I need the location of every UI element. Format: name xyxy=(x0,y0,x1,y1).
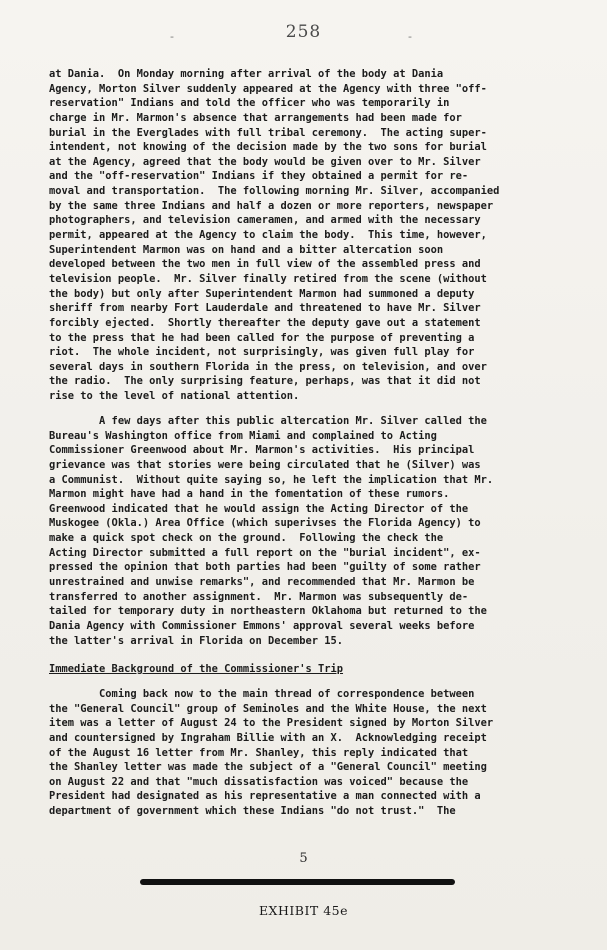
text-line: charge in Mr. Marmon's absence that arrangements had been made for xyxy=(49,111,462,124)
footer-rule xyxy=(140,879,455,885)
text-line: pressed the opinion that both parties had been "guilty of some rather xyxy=(49,561,481,574)
paragraph-washington-complaint xyxy=(49,414,569,648)
text-line: of the August 16 letter from Mr. Shanley, this reply indicated that xyxy=(49,746,469,759)
exhibit-label: EXHIBIT 45e xyxy=(258,903,349,918)
text-line: Muskogee (Okla.) Area Office (which superivses the Florida Agency) to xyxy=(49,517,481,530)
text-line: to the press that he had been called for the purpose of preventing a xyxy=(49,331,475,344)
text-line: reservation" Indians and told the officer who was temporarily in xyxy=(49,97,450,110)
text-line: Commissioner Greenwood about Mr. Marmon's activities. His principal xyxy=(49,444,475,457)
text-line: and the "off-reservation" Indians if they obtained a permit for re- xyxy=(49,170,469,183)
margin-mark-left: - xyxy=(170,30,174,43)
text-line: the body) but only after Superintendent Marmon had summoned a deputy xyxy=(49,287,475,300)
text-line: Dania Agency with Commissioner Emmons' approval several weeks before xyxy=(49,619,475,632)
text-line: sheriff from nearby Fort Lauderdale and threatened to have Mr. Silver xyxy=(49,302,481,315)
paragraph-correspondence xyxy=(49,687,569,819)
text-line: Bureau's Washington office from Miami and complained to Acting xyxy=(49,429,437,442)
text-line: Coming back now to the main thread of correspondence between xyxy=(49,688,475,700)
text-line: by the same three Indians and half a dozen or more reporters, newspaper xyxy=(49,199,494,212)
text-line: A few days after this public altercation Mr. Silver called the xyxy=(49,415,487,427)
page-number: 258 xyxy=(285,22,322,42)
text-line: Acting Director submitted a full report on the "burial incident", ex- xyxy=(49,546,481,559)
text-line: the "General Council" group of Seminoles and the White House, the next xyxy=(49,702,487,715)
text-line: burial in the Everglades with full tribal ceremony. The acting super- xyxy=(49,126,487,139)
text-line: item was a letter of August 24 to the President signed by Morton Silver xyxy=(49,717,494,730)
text-line: department of government which these Indians "do not trust." The xyxy=(49,805,456,818)
text-line: make a quick spot check on the ground. Following the check the xyxy=(49,532,444,545)
text-line: photographers, and television cameramen, and armed with the necessary xyxy=(49,214,481,227)
text-line: intendent, not knowing of the decision made by the two sons for burial xyxy=(49,141,487,154)
text-line: tailed for temporary duty in northeastern Oklahoma but returned to the xyxy=(49,605,487,618)
text-line: Agency, Morton Silver suddenly appeared at the Agency with three "off- xyxy=(49,82,487,95)
text-line: forcibly ejected. Shortly thereafter the deputy gave out a statement xyxy=(49,316,481,329)
text-line: television people. Mr. Silver finally retired from the scene (without xyxy=(49,272,487,285)
text-line: riot. The whole incident, not surprisingly, was given full play for xyxy=(49,346,475,359)
text-line: Superintendent Marmon was on hand and a bitter altercation soon xyxy=(49,243,444,256)
text-line: transferred to another assignment. Mr. Marmon was subsequently de- xyxy=(49,590,469,603)
text-line: the latter's arrival in Florida on December 15. xyxy=(49,634,344,647)
text-line: grievance was that stories were being circulated that he (Silver) was xyxy=(49,458,481,471)
text-line: a Communist. Without quite saying so, he left the implication that Mr. xyxy=(49,473,494,486)
text-line: rise to the level of national attention. xyxy=(49,390,300,403)
paragraph-burial-incident xyxy=(49,67,569,404)
text-line: developed between the two men in full view of the assembled press and xyxy=(49,258,481,271)
text-line: Marmon might have had a hand in the fomentation of these rumors. xyxy=(49,488,450,501)
text-line: at the Agency, agreed that the body would be given over to Mr. Silver xyxy=(49,155,481,168)
text-line: Greenwood indicated that he would assign the Acting Director of the xyxy=(49,502,469,515)
text-line: on August 22 and that "much dissatisfaction was voiced" because the xyxy=(49,775,469,788)
text-line: and countersigned by Ingraham Billie with an X. Acknowledging receipt xyxy=(49,731,487,744)
text-line: permit, appeared at the Agency to claim the body. This time, however, xyxy=(49,229,487,242)
text-line: unrestrained and unwise remarks", and recommended that Mr. Marmon be xyxy=(49,576,475,589)
text-line: at Dania. On Monday morning after arrival of the body at Dania xyxy=(49,68,444,80)
section-heading: Immediate Background of the Commissioner's Trip xyxy=(49,663,344,675)
footer-page-number: 5 xyxy=(299,851,308,866)
text-line: President had designated as his representative a man connected with a xyxy=(49,790,481,803)
text-line: the radio. The only surprising feature, perhaps, was that it did not xyxy=(49,375,481,388)
text-line: several days in southern Florida in the press, on television, and over xyxy=(49,360,487,373)
text-line: the Shanley letter was made the subject of a "General Council" meeting xyxy=(49,761,487,774)
text-line: moval and transportation. The following morning Mr. Silver, accompanied xyxy=(49,185,500,198)
margin-mark-right: - xyxy=(408,30,412,43)
